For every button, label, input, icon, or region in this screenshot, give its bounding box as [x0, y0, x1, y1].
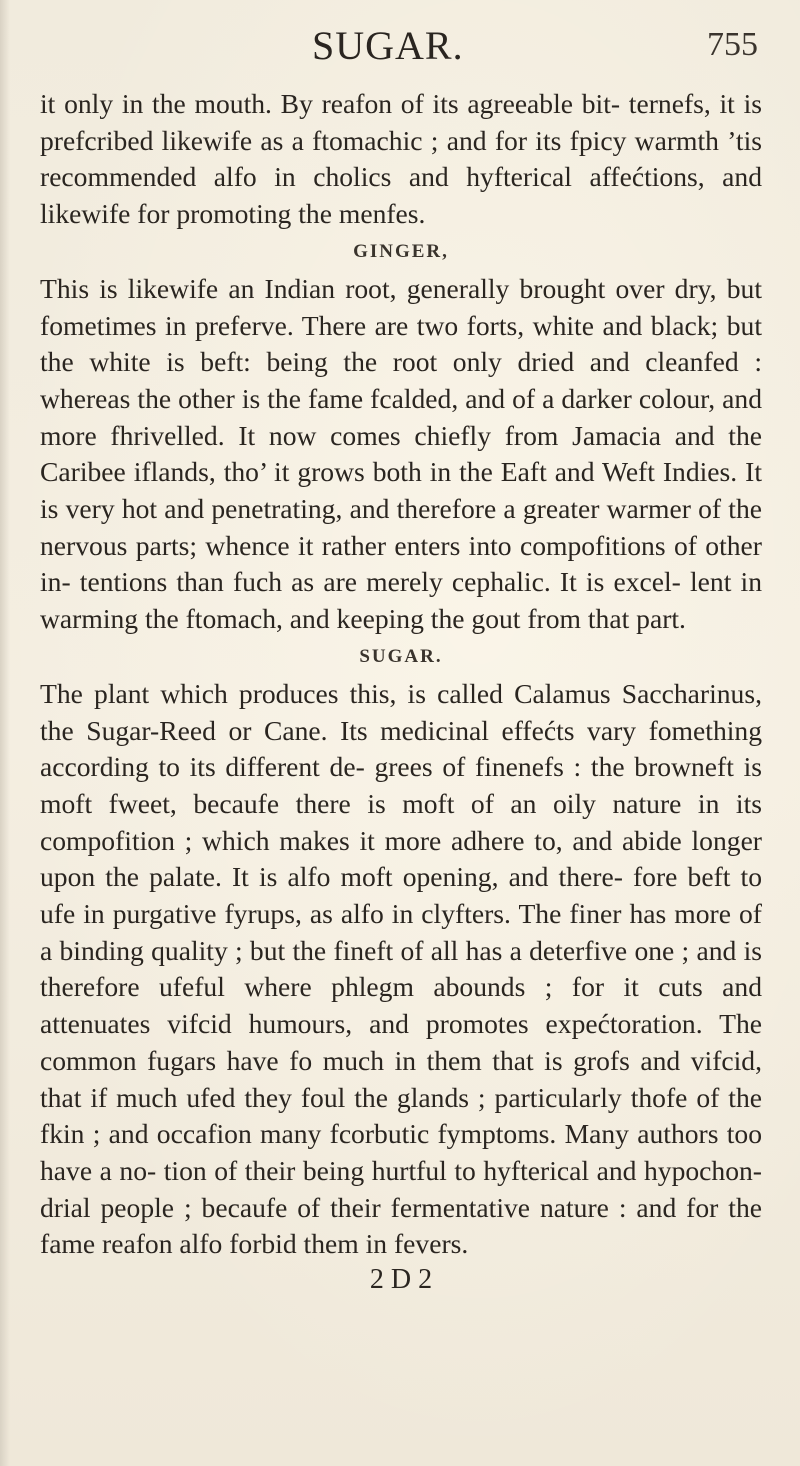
section-heading-ginger: GINGER,	[353, 240, 449, 262]
running-head: SUGAR.	[312, 23, 464, 68]
paragraph-aloes-continuation: it only in the mouth. By reafon of its agreeable bit- ternefs, it is prefcribed likewife as a ftomachic ; and for its fpicy warmth ’tis recommended alfo in cholics and hyfterical affećtions, and likewife for promoting the menfes.	[40, 88, 762, 230]
body-text	[40, 86, 762, 1263]
paragraph-sugar: The plant which produces this, is called Calamus Saccharinus, the Sugar-Reed or Cane. Its medicinal effećts vary fomething according to its different de- grees of finenefs : the browneft is moft fweet, becaufe there is moft of an oily nature in its compofition ; which makes it more adhere to, and abide longer upon the palate. It is alfo moft opening, and there- fore beft to ufe in purgative fyrups, as alfo in clyfters. The finer has more of a binding quality ; but the fineft of all has a deterfive one ; and is therefore ufeful where phlegm abounds ; for it cuts and attenuates vifcid humours, and promotes expećtoration. The common fugars have fo much in them that is grofs and vifcid, that if much ufed they foul the glands ; particularly thofe of the fkin ; and occafion many fcorbutic fymptoms. Many authors too have a no- tion of their being hurtful to hyfterical and hypochon- drial people ; becaufe of their fermentative nature : and for the fame reafon alfo forbid them in fevers.	[40, 677, 762, 1260]
page-header	[40, 0, 762, 86]
paragraph-ginger: This is likewife an Indian root, generally brought over dry, but fometimes in preferve. There are two forts, white and black; but the white is beft: being the root only dried and cleanfed : whereas the other is the fame fcalded, and of a darker colour, and more fhrivelled. It now comes chiefly from Jamacia and the Caribee iflands, tho’ it grows both in the Eaft and Weft Indies. It is very hot and penetrating, and therefore a greater warmer of the nervous parts; whence it rather enters into compofitions of other in- tentions than fuch as are merely cephalic. It is excel- lent in warming the ftomach, and keeping the gout from that part.	[40, 272, 762, 635]
signature-mark: 2 D 2	[369, 1264, 433, 1296]
section-heading-sugar: SUGAR.	[359, 645, 443, 667]
page-number: 755	[707, 26, 758, 63]
page-gutter-shadow	[0, 0, 10, 1466]
